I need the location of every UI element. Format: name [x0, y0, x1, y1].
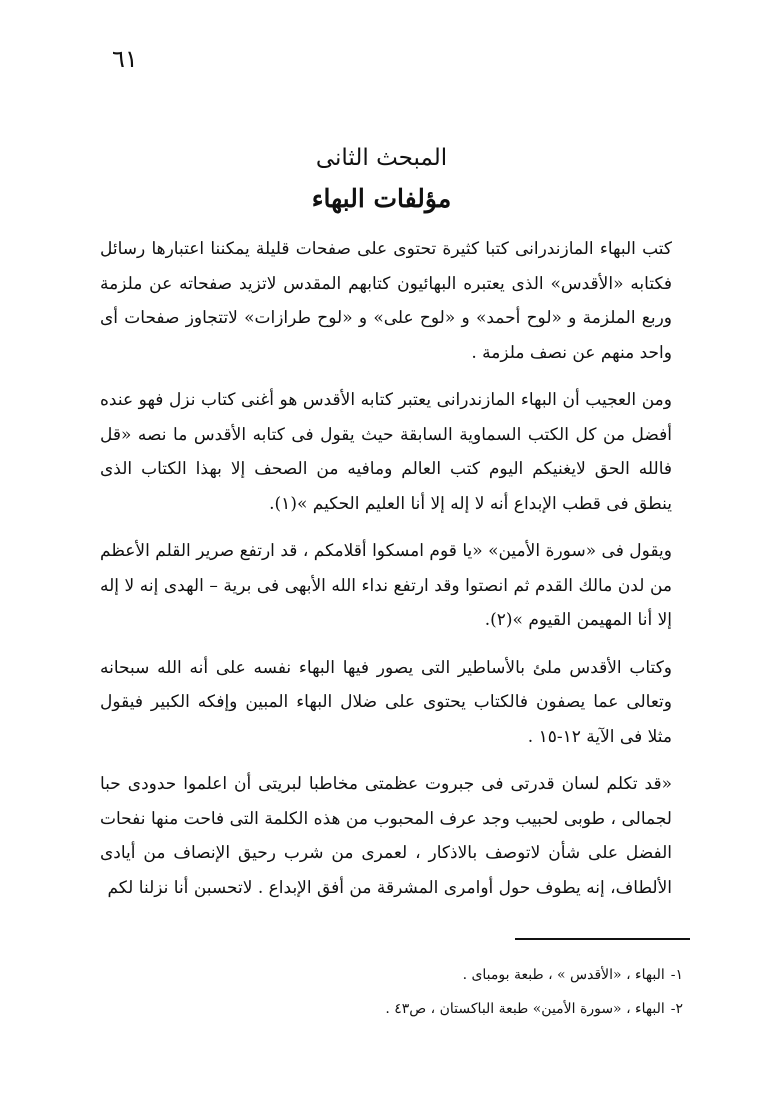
footnote-text: البهاء ، «الأقدس » ، طبعة بومباى .	[462, 967, 665, 983]
footnote	[300, 958, 683, 992]
page-number: ٦١	[112, 45, 138, 73]
footnote-divider	[515, 938, 690, 940]
footnote-text: البهاء ، «سورة الأمين» طبعة الباكستان ، ص٤٣ .	[385, 1001, 665, 1017]
footnote-number: ٢-	[670, 1001, 683, 1017]
chapter-title: مؤلفات البهاء	[311, 184, 452, 213]
footnotes	[300, 958, 683, 1026]
footnote-number: ١-	[670, 967, 683, 983]
paragraph: «قد تكلم لسان قدرتى فى جبروت عظمتى مخاطبا لبريتى أن اعلموا حدودى حبا لجمالى ، طوبى لحبيب وجد عرف المحبوب من هذه الكلمة التى فاحت منها نفحات الفضل على شأن لاتوصف بالاذكار ، لعمرى من شرب رحيق الإنصاف من أيادى الألطاف، إنه يطوف حول أوامرى المشرقة من أفق الإبداع . لاتحسبن أنا نزلنا لكم	[100, 774, 672, 898]
paragraph: ويقول فى «سورة الأمين» «يا قوم امسكوا أقلامكم ، قد ارتفع صرير القلم الأعظم من لدن مالك القدم ثم انصتوا وقد ارتفع نداء الله الأبهى فى برية – الهدى إنه لا إله إلا أنا المهيمن القيوم »(٢).	[100, 541, 672, 630]
footnote	[300, 992, 683, 1026]
paragraph: كتب البهاء المازندرانى كتبا كثيرة تحتوى على صفحات قليلة يمكننا اعتبارها رسائل فكتابه «الأقدس» الذى يعتبره البهائيون كتابهم المقدس لاتزيد صفحاته عن ملزمة وربع الملزمة و «لوح أحمد» و «لوح على» و «لوح طرازات» لاتتجاوز صفحات أى واحد منهم عن نصف ملزمة .	[100, 239, 672, 363]
section-label: المبحث الثانى	[315, 145, 448, 171]
body-text	[100, 232, 672, 905]
paragraph: ومن العجيب أن البهاء المازندرانى يعتبر كتابه الأقدس هو أغنى كتاب نزل فهو عنده أفضل من كل الكتب السماوية السابقة حيث يقول فى كتابه الأقدس ما نصه «قل فالله الحق لايغنيكم اليوم كتب العالم ومافيه من الصحف إلا بهذا الكتاب الذى ينطق فى قطب الإبداع أنه لا إله إلا أنا العليم الحكيم »(١).	[100, 390, 672, 514]
paragraph: وكتاب الأقدس ملئ بالأساطير التى يصور فيها البهاء نفسه على أنه الله سبحانه وتعالى عما يصفون فالكتاب يحتوى على ضلال البهاء المبين وإفكه الكبير فيقول مثلا فى الآية ١٢-١٥ .	[100, 657, 672, 747]
